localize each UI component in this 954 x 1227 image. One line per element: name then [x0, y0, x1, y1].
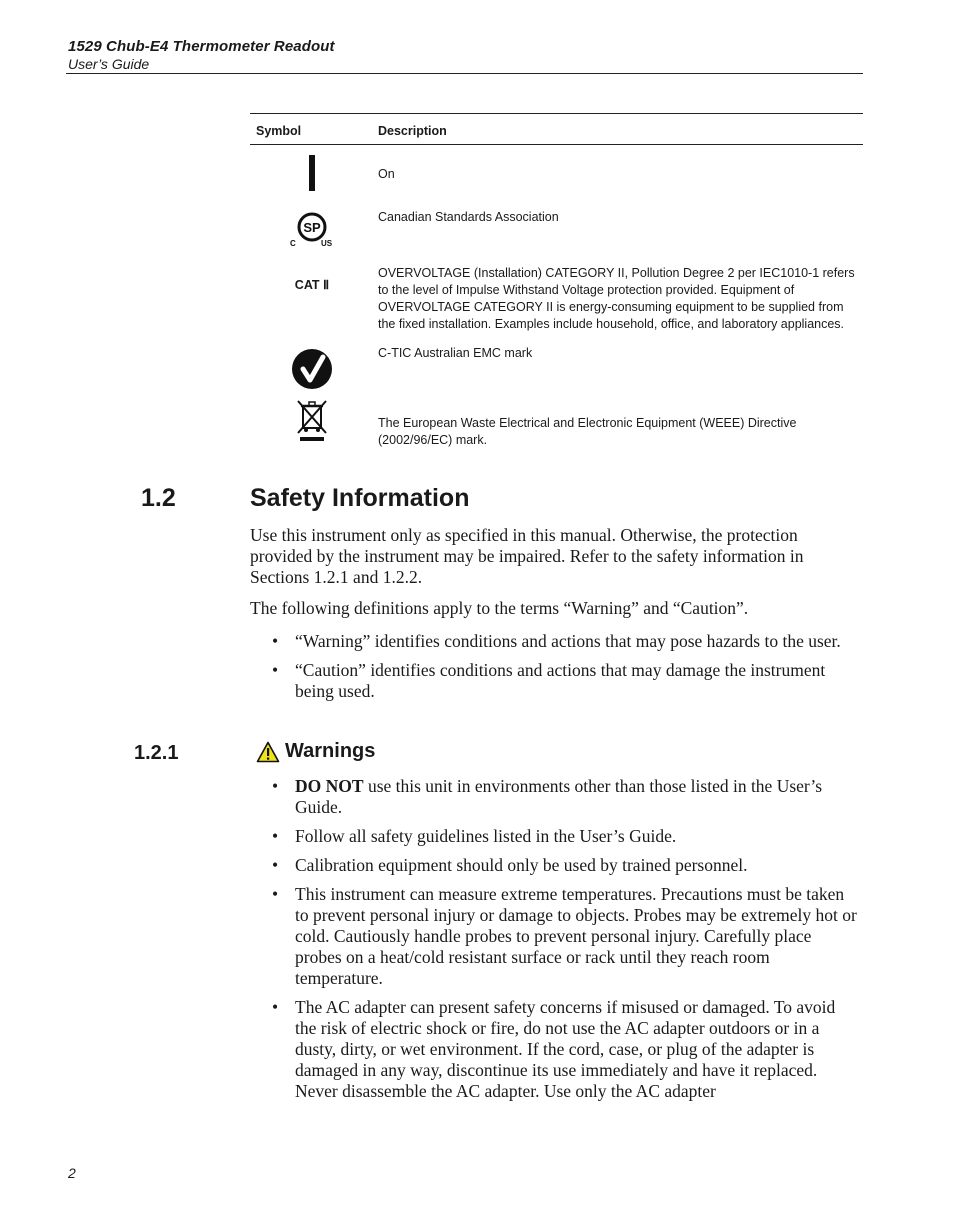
list-item-text: This instrument can measure extreme temperatures. Precautions must be taken to prevent personal injury or damage to objects. Probes may be extremely hot or cold. Cautiously handle probes to prevent personal injury. Carefully place probes on a heat/cold resistant surface or rack until they reach room temperature. [295, 884, 857, 988]
header-rule [66, 73, 863, 74]
subsection-title-text: Warnings [285, 740, 376, 762]
symbol-description: OVERVOLTAGE (Installation) CATEGORY II, Pollution Degree 2 per IEC1010-1 refers to the level of Impulse Withstand Voltage protection provided. Equipment of OVERVOLTAGE CATEGORY II is energy-consuming equipment to be supplied from the fixed installation. Examples include household, office, and laboratory appliances. [378, 266, 855, 331]
cat-ii-text: CAT Ⅱ [294, 278, 330, 292]
symbol-table [250, 113, 863, 447]
list-item [272, 776, 860, 818]
list-item-text: The AC adapter can present safety concerns if misused or damaged. To avoid the risk of electric shock or fire, do not use the AC adapter outdoors or in a dusty, dirty, or wet environment. If the cord, case, or plug of the adapter is damaged in any way, discontinue its use immediately and have it replaced. Never disassemble the AC adapter. Use only the AC adapter [295, 997, 836, 1101]
table-header-rule [250, 144, 863, 145]
list-item-text: use this unit in environments other than those listed in the User’s Guide. [295, 776, 823, 817]
table-header [250, 114, 863, 144]
cat-ii-icon [288, 277, 336, 292]
column-header-description: Description [378, 124, 447, 138]
symbol-description: C-TIC Australian EMC mark [378, 346, 533, 360]
symbol-description: Canadian Standards Association [378, 210, 559, 224]
csa-mark-icon [288, 207, 336, 249]
warning-icon [256, 741, 280, 763]
definitions-list [272, 631, 860, 710]
csa-right-text: US [321, 239, 333, 248]
list-item: • “Caution” identifies conditions and actions that may damage the instrument being used. [272, 660, 860, 702]
warnings-list [272, 776, 860, 1110]
column-header-symbol: Symbol [256, 124, 302, 138]
list-item [272, 826, 860, 847]
symbol-description: The European Waste Electrical and Electronic Equipment (WEEE) Directive (2002/96/EC) mark. [378, 416, 797, 447]
list-item [272, 997, 860, 1102]
c-tick-icon [288, 348, 336, 390]
list-item-text: Follow all safety guidelines listed in the User’s Guide. [295, 826, 677, 846]
weee-bin-icon [288, 399, 336, 443]
list-item [272, 884, 860, 989]
section-number: 1.2 [141, 484, 176, 512]
page-header-subtitle: User’s Guide [68, 56, 150, 72]
subsection-number: 1.2.1 [134, 742, 179, 764]
definitions-paragraph: The following definitions apply to the terms “Warning” and “Caution”. [250, 598, 749, 618]
list-item-text: Calibration equipment should only be used by trained personnel. [295, 855, 748, 875]
emphasis-text: DO NOT [295, 776, 364, 796]
page-number: 2 [68, 1165, 76, 1181]
section-title: Safety Information [250, 484, 470, 512]
symbol-description: On [378, 167, 395, 181]
csa-center-text: SP [303, 220, 321, 235]
power-on-icon [288, 155, 336, 191]
intro-paragraph: Use this instrument only as specified in this manual. Otherwise, the protection provided by the instrument may be impaired. Refer to the safety information in Sections 1.2.1 and 1.2.2. [250, 525, 804, 587]
list-item [272, 855, 860, 876]
list-item: • “Warning” identifies conditions and actions that may pose hazards to the user. [272, 631, 860, 652]
page-header-title: 1529 Chub-E4 Thermometer Readout [68, 38, 335, 55]
csa-left-text: C [290, 239, 296, 248]
subsection-title [256, 740, 375, 763]
